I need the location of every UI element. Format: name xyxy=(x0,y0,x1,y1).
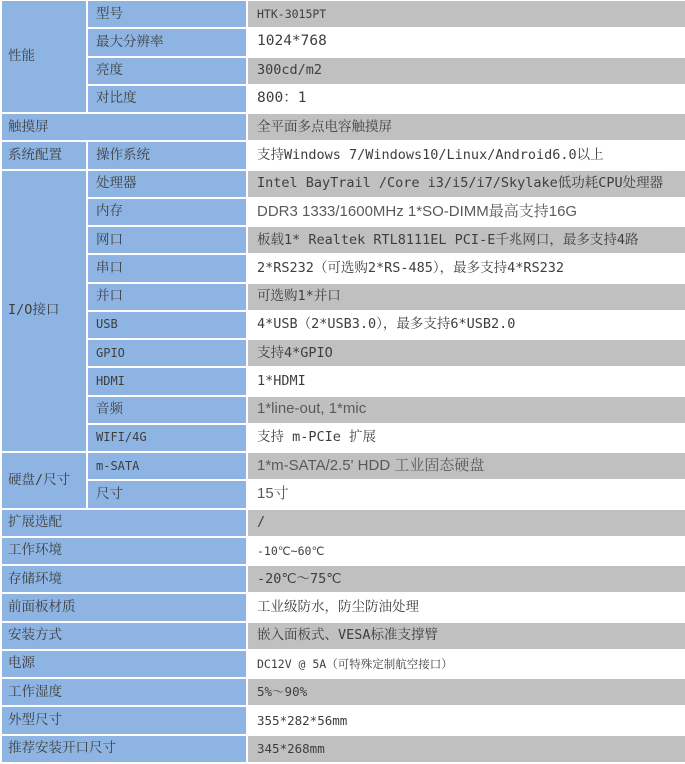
table-row xyxy=(2,1,685,29)
spec-value-cell: 345*268mm xyxy=(248,736,685,764)
spec-value-cell: 嵌入面板式、VESA标准支撑臂 xyxy=(248,623,685,651)
spec-label-cell: 型号 xyxy=(88,1,248,29)
spec-value-cell: 支持Windows 7/Windows10/Linux/Android6.0以上 xyxy=(248,142,685,170)
spec-value-cell: 2*RS232（可选购2*RS-485），最多支持4*RS232 xyxy=(248,255,685,283)
spec-value-cell: 可选购1*并口 xyxy=(248,284,685,312)
spec-value-cell: 支持 m-PCIe 扩展 xyxy=(248,425,685,453)
spec-label-cell: 串口 xyxy=(88,255,248,283)
spec-value-cell: -10℃~60℃ xyxy=(248,538,685,566)
table-row xyxy=(2,510,685,538)
table-row xyxy=(2,227,685,255)
spec-value-cell: 支持4*GPIO xyxy=(248,340,685,368)
spec-label-cell: 对比度 xyxy=(88,86,248,114)
table-row xyxy=(2,707,685,735)
spec-value-cell: 工业级防水，防尘防油处理 xyxy=(248,594,685,622)
table-row xyxy=(2,368,685,396)
table-row xyxy=(2,481,685,509)
category-cell: 扩展选配 xyxy=(2,510,248,538)
category-cell: 硬盘/尺寸 xyxy=(2,453,88,510)
spec-label-cell: HDMI xyxy=(88,368,248,396)
spec-value-cell: 1*m-SATA/2.5' HDD 工业固态硬盘 xyxy=(248,453,685,481)
category-cell: 前面板材质 xyxy=(2,594,248,622)
category-cell: 系统配置 xyxy=(2,142,88,170)
spec-table xyxy=(2,1,685,764)
table-row xyxy=(2,171,685,199)
spec-label-cell: 亮度 xyxy=(88,58,248,86)
spec-value-cell: 5%～90% xyxy=(248,679,685,707)
spec-value-cell: / xyxy=(248,510,685,538)
spec-label-cell: 音频 xyxy=(88,397,248,425)
spec-label-cell: WIFI/4G xyxy=(88,425,248,453)
spec-value-cell: 1*HDMI xyxy=(248,368,685,396)
spec-value-cell: 355*282*56mm xyxy=(248,707,685,735)
spec-value-cell: 15寸 xyxy=(248,481,685,509)
table-row xyxy=(2,312,685,340)
table-row xyxy=(2,651,685,679)
table-row xyxy=(2,566,685,594)
table-row xyxy=(2,142,685,170)
spec-label-cell: 最大分辨率 xyxy=(88,29,248,57)
spec-value-cell: DC12V @ 5A（可特殊定制航空接口） xyxy=(248,651,685,679)
table-row xyxy=(2,397,685,425)
table-row xyxy=(2,199,685,227)
spec-value-cell: 300cd/m2 xyxy=(248,58,685,86)
table-row xyxy=(2,453,685,481)
spec-label-cell: USB xyxy=(88,312,248,340)
category-cell: 存储环境 xyxy=(2,566,248,594)
category-cell: 外型尺寸 xyxy=(2,707,248,735)
spec-label-cell: 尺寸 xyxy=(88,481,248,509)
table-row xyxy=(2,736,685,764)
table-row xyxy=(2,284,685,312)
spec-label-cell: GPIO xyxy=(88,340,248,368)
table-row xyxy=(2,255,685,283)
category-cell: 触摸屏 xyxy=(2,114,248,142)
spec-label-cell: m-SATA xyxy=(88,453,248,481)
category-cell: 工作环境 xyxy=(2,538,248,566)
spec-label-cell: 网口 xyxy=(88,227,248,255)
spec-label-cell: 操作系统 xyxy=(88,142,248,170)
spec-value-cell: DDR3 1333/1600MHz 1*SO-DIMM最高支持16G xyxy=(248,199,685,227)
table-row xyxy=(2,594,685,622)
spec-value-cell: 800：1 xyxy=(248,86,685,114)
table-row xyxy=(2,114,685,142)
table-row xyxy=(2,425,685,453)
table-row xyxy=(2,86,685,114)
spec-label-cell: 处理器 xyxy=(88,171,248,199)
table-row xyxy=(2,623,685,651)
spec-value-cell: 1*line-out, 1*mic xyxy=(248,397,685,425)
category-cell: 性能 xyxy=(2,1,88,114)
table-row xyxy=(2,58,685,86)
spec-value-cell: HTK-3015PT xyxy=(248,1,685,29)
category-cell: 工作湿度 xyxy=(2,679,248,707)
table-row xyxy=(2,29,685,57)
spec-value-cell: 1024*768 xyxy=(248,29,685,57)
spec-value-cell: 板载1* Realtek RTL8111EL PCI-E千兆网口，最多支持4路 xyxy=(248,227,685,255)
category-cell: 电源 xyxy=(2,651,248,679)
spec-value-cell: -20℃～75℃ xyxy=(248,566,685,594)
spec-label-cell: 内存 xyxy=(88,199,248,227)
table-row xyxy=(2,679,685,707)
spec-value-cell: 全平面多点电容触摸屏 xyxy=(248,114,685,142)
spec-label-cell: 并口 xyxy=(88,284,248,312)
category-cell: I/O接口 xyxy=(2,171,88,454)
category-cell: 推荐安装开口尺寸 xyxy=(2,736,248,764)
spec-value-cell: Intel BayTrail /Core i3/i5/i7/Skylake低功耗CPU处理器 xyxy=(248,171,685,199)
table-row xyxy=(2,538,685,566)
category-cell: 安装方式 xyxy=(2,623,248,651)
spec-value-cell: 4*USB（2*USB3.0），最多支持6*USB2.0 xyxy=(248,312,685,340)
table-row xyxy=(2,340,685,368)
